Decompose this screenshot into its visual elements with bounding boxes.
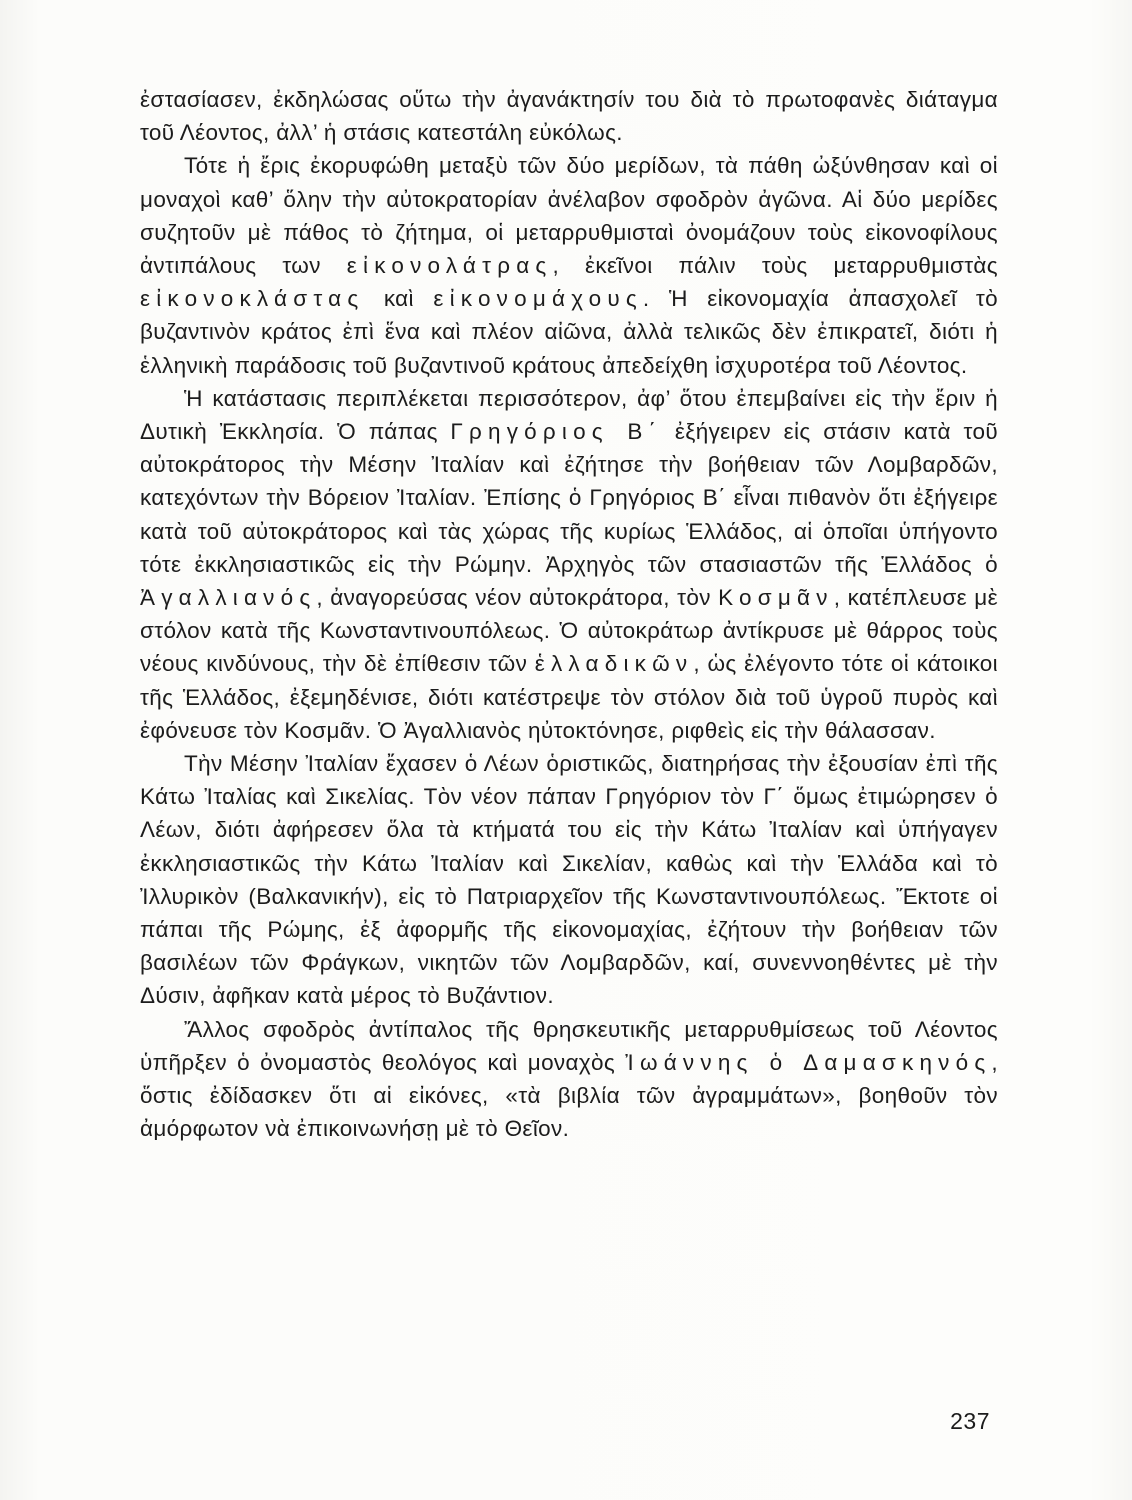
body-text — [140, 83, 998, 1146]
text-segment: , ἐκεῖνοι πάλιν τοὺς μεταρρυθμιστὰς — [552, 253, 998, 279]
spaced-term-eikonoklastas: εἰκονοκλάστας — [140, 286, 365, 312]
page-number: 237 — [950, 1408, 990, 1434]
paragraph-3 — [140, 382, 998, 747]
paragraph-5 — [140, 1013, 998, 1146]
text-segment: . Ἡ εἰκονομαχία ἀπασχολεῖ τὸ βυζαντινὸν κράτος ἐπὶ ἕνα καὶ πλέον αἰῶνα, ἀλλὰ τελικῶς δὲν ἐπικρατεῖ, διότι ἡ ἑλληνικὴ παράδοσις τοῦ βυζαντινοῦ κράτους ἀπεδείχθη ἰσχυροτέρα τοῦ Λέοντος. — [140, 286, 999, 378]
spaced-term-eikonomachous: εἰκονομάχους — [433, 286, 643, 312]
paragraph-2 — [140, 149, 998, 381]
text-segment: , κατέπλευσε μὲ στόλον κατὰ τῆς Κωνσταντινουπόλεως. Ὁ αὐτοκράτωρ ἀντίκρυσε μὲ θάρρος τοὺς νέους κινδύνους, τὴν δὲ ἐπίθεσιν τῶν — [140, 585, 998, 677]
text-segment: καὶ — [364, 286, 434, 312]
spaced-term-eikonolatras: εἰκονολάτρας — [346, 253, 553, 279]
text-segment: , ὡς ἐλέγοντο τότε οἱ κάτοικοι τῆς Ἑλλάδος, ἐξεμηδένισε, διότι κατέστρεψε τὸν στόλον διὰ τοῦ ὑγροῦ πυρὸς καὶ ἐφόνευσε τὸν Κοσμᾶν. Ὁ Ἀγαλλιανὸς ηὐτοκτόνησε, ριφθεὶς εἰς τὴν θάλασσαν. — [140, 651, 998, 743]
spaced-name-kosmas: Κοσμᾶν — [718, 585, 834, 611]
text-segment: ἐξήγειρεν εἰς στάσιν κατὰ τοῦ αὐτοκράτορος τὴν Μέσην Ἰταλίαν καὶ ἐζήτησε τὴν βοήθειαν τῶν Λομβαρδῶν, κατεχόντων τὴν Βόρειον Ἰταλίαν. Ἐπίσης ὁ Γρηγόριος Β΄ εἶναι πιθανὸν ὅτι ἐξήγειρε κατὰ τοῦ αὐτοκράτορος καὶ τὰς χώρας τῆς κυρίως Ἑλλάδος, αἱ ὁποῖαι ὑπήγοντο τότε ἐκκλησιαστικῶς εἰς τὴν Ρώμην. Ἀρχηγὸς τῶν στασιαστῶν τῆς Ἑλλάδος ὁ — [140, 419, 998, 577]
text-segment: , ὅστις ἐδίδασκεν ὅτι αἱ εἰκόνες, «τὰ βιβλία τῶν ἀγραμμάτων», βοηθοῦν τὸν ἀμόρφωτον νὰ ἐπικοινωνήσῃ μὲ τὸ Θεῖον. — [140, 1049, 998, 1142]
spaced-name-ioannes-damaskenos: Ἰωάννης ὁ Δαμασκηνός — [625, 1049, 992, 1075]
text-segment: , ἀναγορεύσας νέον αὐτοκράτορα, τὸν — [316, 585, 719, 611]
text-segment: ἐστασίασεν, ἐκδηλώσας οὕτω τὴν ἀγανάκτησίν του διὰ τὸ πρωτοφανὲς διάταγμα τοῦ Λέοντος, ἀλλ’ ἡ στάσις κατεστάλη εὐκόλως. — [140, 87, 998, 146]
paragraph-4 — [140, 747, 998, 1013]
text-segment: Ἄλλος σφοδρὸς ἀντίπαλος τῆς θρησκευτικῆς μεταρρυθμίσεως τοῦ Λέοντος ὑπῆρξεν ὁ ὀνομαστὸς θεολόγος καὶ μοναχὸς — [140, 1016, 998, 1075]
spaced-name-gregorios: Γρηγόριος Β΄ — [450, 419, 663, 445]
spaced-term-helladikon: ἑλλαδικῶν — [534, 651, 694, 677]
text-segment: Τὴν Μέσην Ἰταλίαν ἔχασεν ὁ Λέων ὁριστικῶς, διατηρήσας τὴν ἐξουσίαν ἐπὶ τῆς Κάτω Ἰταλίας καὶ Σικελίας. Τὸν νέον πάπαν Γρηγόριον τὸν Γ΄ ὅμως ἐτιμώρησεν ὁ Λέων, διότι ἀφήρεσεν ὅλα τὰ κτήματά του εἰς τὴν Κάτω Ἰταλίαν καὶ ὑπήγαγεν ἐκκλησιαστικῶς τὴν Κάτω Ἰταλίαν καὶ Σικελίαν, καθὼς καὶ τὴν Ἑλλάδα καὶ τὸ Ἰλλυρικὸν (Βαλκανικήν), εἰς τὸ Πατριαρχεῖον τῆς Κωνσταντινουπόλεως. Ἔκτοτε οἱ πάπαι τῆς Ρώμης, ἐξ ἀφορμῆς τῆς εἰκονομαχίας, ἐζήτουν τὴν βοήθειαν τῶν βασιλέων τῶν Φράγκων, νικητῶν τῶν Λομβαρδῶν, καί, συνεννοηθέντες μὲ τὴν Δύσιν, ἀφῆκαν κατὰ μέρος τὸ Βυζάντιον. — [140, 751, 998, 1009]
paragraph-1 — [140, 83, 998, 149]
spaced-name-agallianos: Ἀγαλλιανός — [140, 585, 317, 611]
text-segment: Τότε ἡ ἔρις ἐκορυφώθη μεταξὺ τῶν δύο μερίδων, τὰ πάθη ὠξύνθησαν καὶ οἱ μοναχοὶ καθ’ ὅλην τὴν αὐτοκρατορίαν ἀνέλαβον σφοδρὸν ἀγῶνα. Αἱ δύο μερίδες συζητοῦν μὲ πάθος τὸ ζήτημα, οἱ μεταρρυθμισταὶ ὀνομάζουν τοὺς εἰκονοφίλους ἀντιπάλους των — [140, 153, 998, 279]
text-segment: Ἡ κατάστασις περιπλέκεται περισσότερον, ἀφ’ ὅτου ἐπεμβαίνει εἰς τὴν ἔριν ἡ Δυτικὴ Ἐκκλησία. Ὁ πάπας — [140, 385, 998, 445]
